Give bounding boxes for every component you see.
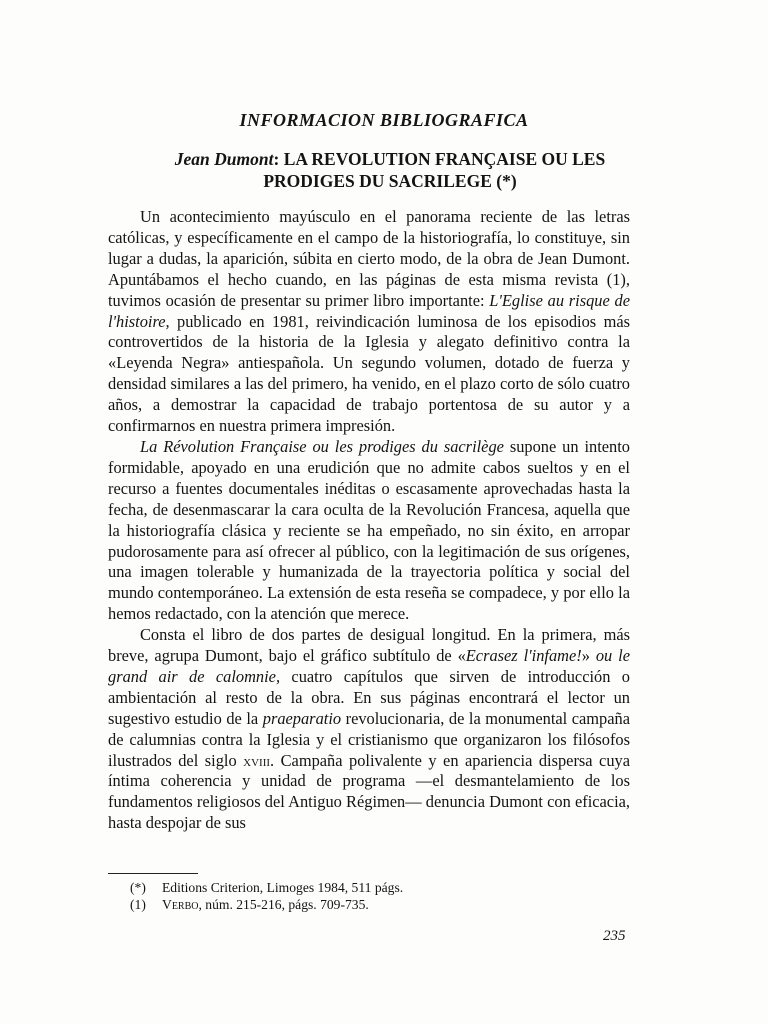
paragraph-3-text-e: cuatro capítulos que sirven de introducción o ambientación al resto de la obra. En sus páginas encontrará el lector un sugestivo estudio de la xyxy=(108,666,630,728)
footnote-mark: (1) xyxy=(130,897,146,912)
footnote-journal: Verbo xyxy=(162,897,199,912)
paragraph-3-text-i: . Campaña polivalente y en apariencia dispersa cuya íntima coherencia y unidad de programa —el desmantelamiento de los fundamentos religiosos del Antiguo Régimen— denuncia Dumont con eficacia, hasta despojar de sus xyxy=(108,750,630,833)
page-number: 235 xyxy=(603,928,626,944)
article-title-line1: LA REVOLUTION FRANÇAISE OU LES xyxy=(283,149,606,169)
paragraph-2-text-b: supone un intento formidable, apoyado en una erudición que no admite cabos sueltos y en el recurso a fuentes documentales inéditas o escasamente aprovechadas hasta la fecha, de desenmascarar la cara oculta de la Revolución Francesa, aquella que la historiografía clásica y reciente se ha empeñado, no sin éxito, en arropar pudorosamente para así ofrecer al público, con la legitimación de sus orígenes, una imagen tolerable y humanizada de la trayectoria política y social del mundo contemporáneo. La extensión de esta reseña se compadece, y por ello la hemos redactado, con la atención que merece. xyxy=(108,436,630,624)
paragraph-2 xyxy=(108,437,630,625)
footnote-item xyxy=(130,896,550,913)
century-numeral: xviii xyxy=(243,750,271,770)
footnote-text: , núm. 215-216, págs. 709-735. xyxy=(198,897,369,912)
footnotes xyxy=(130,879,550,913)
footnote-mark: (*) xyxy=(130,880,146,895)
footnote-divider xyxy=(108,873,198,874)
subtitle-quote: Ecrasez l'infame! xyxy=(465,646,582,666)
paragraph-3-text-c: » xyxy=(581,646,596,666)
footnote-text: Editions Criterion, Limoges 1984, 511 págs. xyxy=(162,880,404,895)
article-body xyxy=(108,207,630,834)
paragraph-1-text-a: Un acontecimiento mayúsculo en el panorama reciente de las letras católicas, y específicamente en el campo de la historiografía, lo constituye, sin lugar a dudas, la aparición, súbita en cierto modo, de la obra de Jean Dumont. Apuntábamos el hecho cuando, en las páginas de esta misma revista (1), tuvimos ocasión de presentar su primer libro importante: xyxy=(108,207,630,310)
author-separator: : xyxy=(273,149,284,169)
reviewed-book-title: La Révolution Française ou les prodiges du sacrilège xyxy=(140,436,504,456)
paragraph-3-text-a: Consta el libro de dos partes de desigual longitud. En la primera, más breve, agrupa Dumont, bajo el gráfico subtítulo de « xyxy=(108,625,630,666)
paragraph-3-text-g: revolucionaria, de la monumental campaña de calumnias contra la Iglesia y el cristianismo que organizaron los filósofos ilustrados del siglo xyxy=(108,708,631,770)
article-author: Jean Dumont xyxy=(174,149,274,169)
paragraph-1-text-c: publicado en 1981, reivindicación luminosa de los episodios más controvertidos de la historia de la Iglesia y alegato definitivo contra la «Leyenda Negra» antiespañola. Un segundo volumen, dotado de fuerza y densidad similares a las del primero, ha venido, en el plazo corto de sólo cuatro años, a demostrar la capacidad de trabajo portentosa de su autor y a confirmarnos en nuestra primera impresión. xyxy=(108,311,630,436)
cited-book-title: L'Eglise au risque de l'histoire, xyxy=(108,290,630,331)
latin-term: praeparatio xyxy=(262,708,342,728)
footnote-item xyxy=(130,879,550,896)
paragraph-3 xyxy=(108,625,630,834)
subtitle-continuation: ou le grand air de calomnie, xyxy=(108,646,630,686)
section-title: INFORMACION BIBLIOGRAFICA xyxy=(239,110,529,130)
article-title-line2: PRODIGES DU SACRILEGE (*) xyxy=(263,171,517,191)
article-heading xyxy=(110,148,670,192)
paragraph-1 xyxy=(108,207,630,437)
